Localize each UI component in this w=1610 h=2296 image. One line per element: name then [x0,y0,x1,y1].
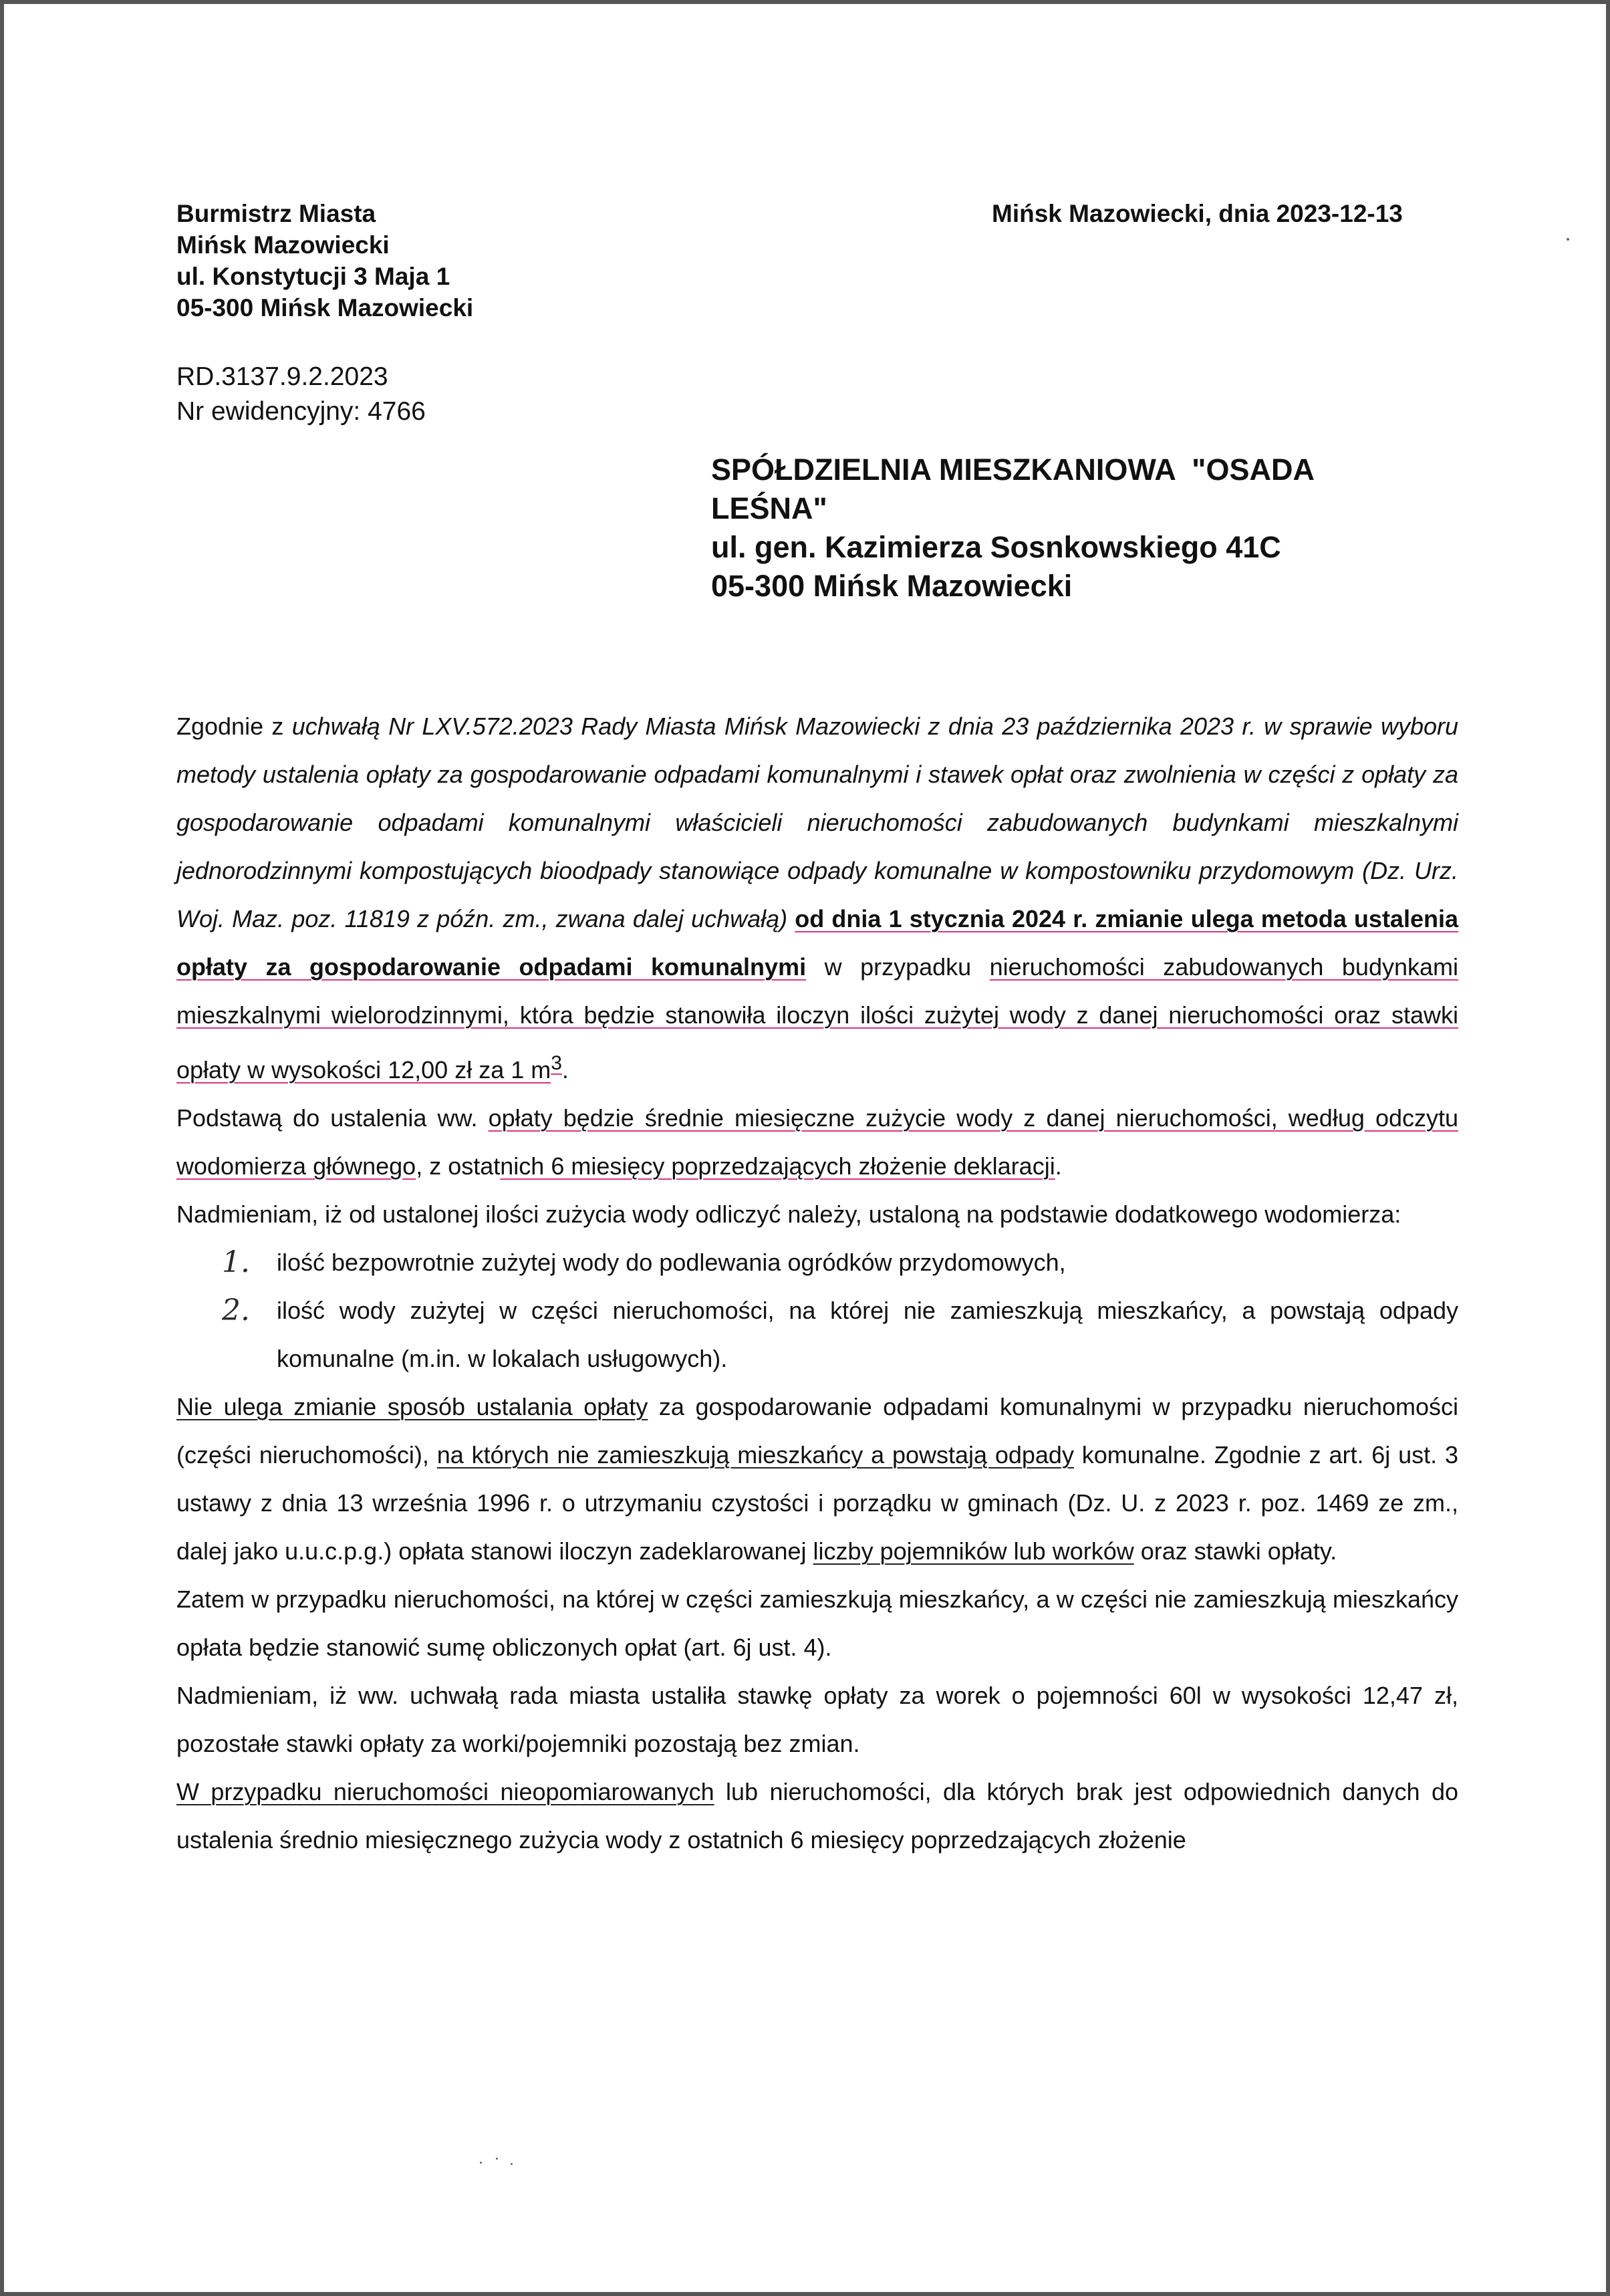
text-run: Zgodnie z [176,713,292,740]
paragraph-basis [176,1094,1458,1190]
scan-speck [480,2162,482,2164]
letter-date: Mińsk Mazowiecki, dnia 2023-12-13 [992,200,1403,227]
reference-block [176,360,426,429]
text-run: oraz stawki opłaty. [1133,1537,1337,1565]
highlight-unchanged: Nie ulega zmianie sposób ustalania opłaty [176,1393,648,1420]
highlight-no-residents: na których nie zamieszkują mieszkańcy a powstają odpady [436,1441,1074,1469]
paragraph-deduction: Nadmieniam, iż od ustalonej ilości zużycia wody odliczyć należy, ustaloną na podstawie dodatkowego wodomierza: [176,1200,1401,1228]
paragraph-resolution [176,703,1458,1094]
text-run: . [1055,1152,1062,1180]
resolution-title: uchwałą Nr LXV.572.2023 Rady Miasta Mińsk Mazowiecki z dnia 23 października 2023 r. w sprawie wyboru metody ustalenia opłaty za gospodarowanie odpadami komunalnymi i stawek opłat oraz zwolnienia w części z opłaty za gospodarowanie odpadami komunalnymi właścicieli nieruchomości zabudowanych budynkami mieszkalnymi jednorodzinnymi kompostujących bioodpady stanowiące odpady komunalne w kompostowniku przydomowym (Dz. Urz. Woj. Maz. poz. 11819 z późn. zm., zwana dalej uchwałą) [176,713,1458,932]
sender-line: Mińsk Mazowiecki [176,231,390,259]
recipient-line: SPÓŁDZIELNIA MIESZKANIOWA "OSADA [711,453,1315,487]
highlight-rate: nieruchomości zabudowanych budynkami mieszkalnymi wielorodzinnymi, która będzie stanowiła iloczyn ilości zużytej wody z danej nieruchomości oraz stawki opłaty w wysokości 12,00 zł za 1 m [176,953,1458,1083]
scan-speck [1567,238,1569,241]
text-run: . [561,1056,569,1083]
recipient-line: ul. gen. Kazimierza Sosnkowskiego 41C [711,530,1281,564]
sender-line: 05-300 Mińsk Mazowiecki [176,294,474,322]
sender-line: Burmistrz Miasta [176,200,376,227]
text-run: lub nieruchomości, dla których brak jest odpowiednich danych do ustalenia średnio miesięcznego zużycia wody z ostatnich 6 miesięcy poprzedzających złożenie [176,1778,1458,1854]
recipient-block [711,451,1315,606]
highlight-containers: liczby pojemników lub worków [813,1537,1134,1565]
list-item [176,1287,1458,1383]
list-item [176,1239,1458,1287]
text-run: komunalne. Zgodnie z art. 6j ust. 3 ustawy z dnia 13 września 1996 r. o utrzymaniu czystości i porządku w gminach (Dz. U. z 2023 r. poz. 1469 ze zm., dalej jako u.u.c.p.g.) opłata stanowi iloczyn zadeklarowanej [176,1441,1458,1565]
registry-number: Nr ewidencyjny: 4766 [176,397,426,426]
paragraph-bag-rate: Nadmieniam, iż ww. uchwałą rada miasta ustaliła stawkę opłaty za worek o pojemności 60l w wysokości 12,47 zł, pozostałe stawki opłaty za worki/pojemniki pozostają bez zmian. [176,1682,1458,1757]
list-number: 1. [222,1245,250,1279]
paragraph-unmetered [176,1768,1458,1864]
superscript-unit: 3 [551,1052,562,1074]
text-run: za gospodarowanie odpadami komunalnymi w przypadku nieruchomości (części nieruchomości), [176,1393,1459,1469]
scan-speck [511,2163,513,2165]
case-number: RD.3137.9.2.2023 [176,362,388,391]
highlight-unmetered: W przypadku nieruchomości nieopomiarowanych [176,1778,714,1805]
list-item-text: ilość bezpowrotnie zużytej wody do podlewania ogródków przydomowych, [277,1249,1066,1276]
scan-speck [496,2158,498,2160]
highlight-water-usage: opłaty będzie średnie miesięczne zużycie wody z danej nieruchomości, według odczytu wodomierza głównego [176,1104,1459,1180]
deduction-list [176,1239,1458,1383]
paragraph-mixed: Zatem w przypadku nieruchomości, na której w części zamieszkują mieszkańcy, a w części nie zamieszkują mieszkańcy opłata będzie stanowić sumę obliczonych opłat (art. 6j ust. 4). [176,1585,1458,1661]
list-number: 2. [222,1293,250,1327]
letter-body [176,703,1458,1864]
recipient-line: 05-300 Mińsk Mazowiecki [711,569,1073,603]
list-item-text: ilość wody zużytej w części nieruchomości, na której nie zamieszkują mieszkańcy, a powstają odpady komunalne (m.in. w lokalach usługowych). [277,1297,1458,1372]
text-run: , z ostat [416,1152,501,1180]
text-run: Podstawą do ustalenia ww. [176,1104,489,1132]
highlight-six-months: nich 6 miesięcy poprzedzających złożenie deklaracji [500,1152,1055,1180]
text-run: w przypadku [806,953,990,981]
sender-block [176,198,473,324]
paragraph-unchanged [176,1383,1458,1575]
recipient-line: LEŚNA" [711,491,827,525]
text-run [787,905,795,932]
highlight-method-change: od dnia 1 stycznia 2024 r. zmianie ulega metoda ustalenia opłaty za gospodarowanie odpadami komunalnymi [176,905,1458,981]
sender-line: ul. Konstytucji 3 Maja 1 [176,263,450,290]
